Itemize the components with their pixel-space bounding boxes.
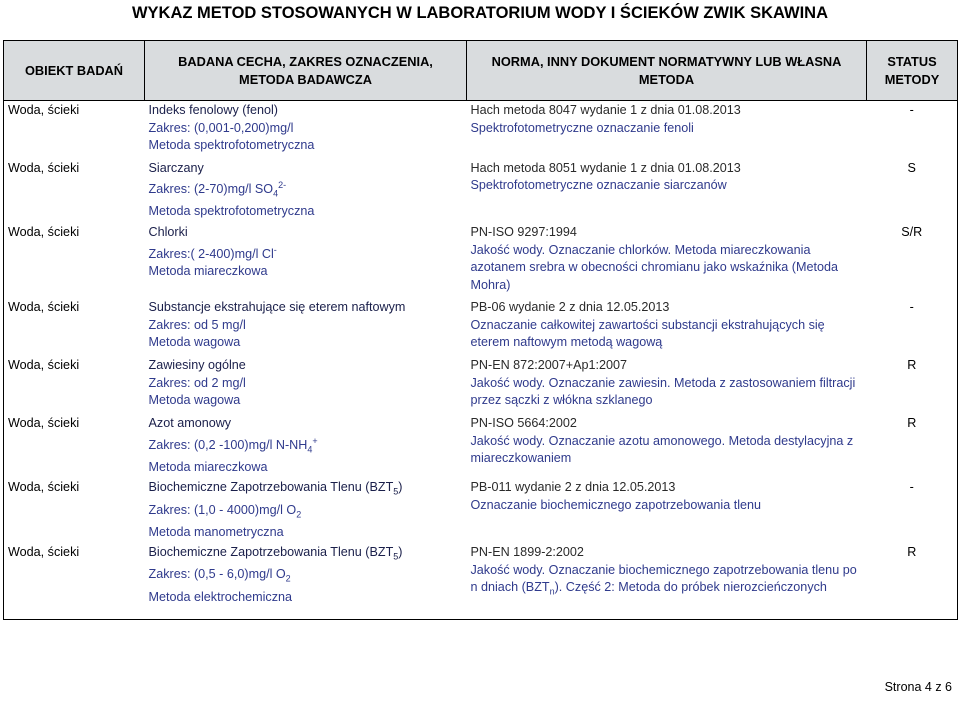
feature-range [149,433,463,459]
feature-name: Chlorki [148,224,188,239]
feature-range-text: Zakres:( 2-400)mg/l Cl [148,246,274,261]
table-row [4,298,958,356]
feature-method: Metoda wagowa [148,393,241,408]
norm-reference: PN-ISO 5664:2002 [470,415,577,430]
norm-reference: PN-ISO 9297:1994 [470,224,577,239]
object-cell: Woda, ścieki [4,298,145,356]
formula-subscript: 4 [307,444,313,455]
status-cell: S [867,159,958,223]
norm-reference: PN-EN 872:2007+Ap1:2007 [470,357,627,372]
feature-name-text: Biochemiczne Zapotrzebowania Tlenu (BZT [148,545,394,560]
norm-description: Jakość wody. Oznaczanie chlorków. Metoda miareczkowania azotanem srebra w obecności chromianu jako wskaźnika (Metoda Mohra) [470,242,838,292]
object-cell: Woda, ścieki [4,543,145,619]
status-cell: R [867,543,958,619]
norm-description: Spektrofotometryczne oznaczanie siarczanów [470,178,727,193]
formula-superscript: 2- [278,180,287,191]
feature-name [149,544,463,566]
norm-reference: PN-EN 1899-2:2002 [470,545,584,560]
status-cell: - [867,298,958,356]
norm-cell [467,223,867,298]
feature-method: Metoda spektrofotometryczna [148,138,315,153]
header-status: STATUS METODY [867,41,958,101]
feature-name [149,479,463,501]
feature-method: Metoda miareczkowa [148,459,268,474]
header-object: OBIEKT BADAŃ [4,41,145,101]
feature-cell [145,101,467,159]
status-cell: R [867,356,958,414]
status-cell: R [867,414,958,478]
table-row [4,101,958,159]
formula-subscript: 2 [296,509,302,520]
norm-reference: Hach metoda 8051 wydanie 1 z dnia 01.08.2013 [470,160,741,175]
feature-method: Metoda spektrofotometryczna [148,204,315,219]
norm-description-text: Jakość wody. Oznaczanie biochemicznego zapotrzebowania tlenu po n dniach (BZT [470,562,857,595]
header-feature: BADANA CECHA, ZAKRES OZNACZENIA, METODA BADAWCZA [145,41,467,101]
table-row [4,414,958,478]
table-header-row [4,41,958,101]
formula-superscript: - [273,244,277,255]
table-row [4,478,958,543]
feature-name: Zawiesiny ogólne [148,357,246,372]
feature-method: Metoda wagowa [148,335,241,350]
feature-cell [145,298,467,356]
formula-subscript: n [549,586,555,597]
feature-range: Zakres: od 2 mg/l [148,375,246,390]
feature-name-tail: ) [398,545,403,560]
feature-name: Substancje ekstrahujące się eterem naftowym [148,299,406,314]
norm-reference: Hach metoda 8047 wydanie 1 z dnia 01.08.2013 [470,103,741,117]
feature-range-text: Zakres: (0,2 -100)mg/l N-NH [148,437,308,452]
methods-table [3,40,958,620]
formula-subscript: 2 [285,573,291,584]
table-row [4,159,958,223]
norm-description: Oznaczanie biochemicznego zapotrzebowania tlenu [470,498,762,513]
norm-cell [467,543,867,619]
norm-cell [467,101,867,159]
feature-range-text: Zakres: (2-70)mg/l SO [148,182,274,197]
norm-description: Oznaczanie całkowitej zawartości substancji ekstrahujących się eterem naftowym metodą wagową [470,317,825,350]
feature-cell [145,223,467,298]
feature-range-text: Zakres: (0,5 - 6,0)mg/l O [148,567,286,582]
feature-method: Metoda miareczkowa [148,264,268,279]
object-cell: Woda, ścieki [4,414,145,478]
formula-subscript: 5 [393,551,399,562]
norm-description: Jakość wody. Oznaczanie azotu amonowego. Metoda destylacyjna z miareczkowaniem [470,433,854,466]
feature-cell [145,478,467,543]
feature-name-text: Biochemiczne Zapotrzebowania Tlenu (BZT [148,480,394,495]
header-norm: NORMA, INNY DOKUMENT NORMATYWNY LUB WŁASNA METODA [467,41,867,101]
feature-cell [145,356,467,414]
object-cell: Woda, ścieki [4,478,145,543]
norm-description-tail: ). Część 2: Metoda do próbek nierozcieńczonych [554,580,827,595]
table-row [4,543,958,619]
feature-name: Indeks fenolowy (fenol) [148,103,279,117]
status-cell: S/R [867,223,958,298]
norm-cell [467,414,867,478]
feature-method: Metoda manometryczna [148,524,284,539]
feature-name: Siarczany [148,160,204,175]
feature-range [149,566,463,588]
object-cell: Woda, ścieki [4,101,145,159]
norm-description: Jakość wody. Oznaczanie zawiesin. Metoda z zastosowaniem filtracji przez sączki z włókna szklanego [470,375,856,408]
feature-range-text: Zakres: (1,0 - 4000)mg/l O [148,502,297,517]
feature-cell [145,159,467,223]
norm-description: Spektrofotometryczne oznaczanie fenoli [470,120,694,135]
object-cell: Woda, ścieki [4,159,145,223]
norm-cell [467,298,867,356]
table-row [4,356,958,414]
feature-range [149,177,463,203]
feature-name: Azot amonowy [148,415,232,430]
status-cell: - [867,101,958,159]
formula-superscript: + [312,435,318,446]
formula-subscript: 4 [273,188,279,199]
object-cell: Woda, ścieki [4,356,145,414]
norm-reference: PB-011 wydanie 2 z dnia 12.05.2013 [470,480,676,495]
norm-cell [467,478,867,543]
norm-cell [467,159,867,223]
feature-name-tail: ) [398,480,403,495]
feature-range: Zakres: (0,001-0,200)mg/l [148,120,294,135]
feature-cell [145,543,467,619]
status-cell: - [867,478,958,543]
norm-cell [467,356,867,414]
feature-method: Metoda elektrochemiczna [148,589,292,604]
feature-range [149,502,463,524]
feature-range [149,242,463,264]
norm-description [471,562,863,602]
norm-reference: PB-06 wydanie 2 z dnia 12.05.2013 [470,299,670,314]
feature-cell [145,414,467,478]
object-cell: Woda, ścieki [4,223,145,298]
table-row [4,223,958,298]
formula-subscript: 5 [393,486,399,497]
feature-range: Zakres: od 5 mg/l [148,317,246,332]
page-title: WYKAZ METOD STOSOWANYCH W LABORATORIUM WODY I ŚCIEKÓW ZWIK SKAWINA [131,4,829,22]
page-number: Strona 4 z 6 [884,680,952,694]
